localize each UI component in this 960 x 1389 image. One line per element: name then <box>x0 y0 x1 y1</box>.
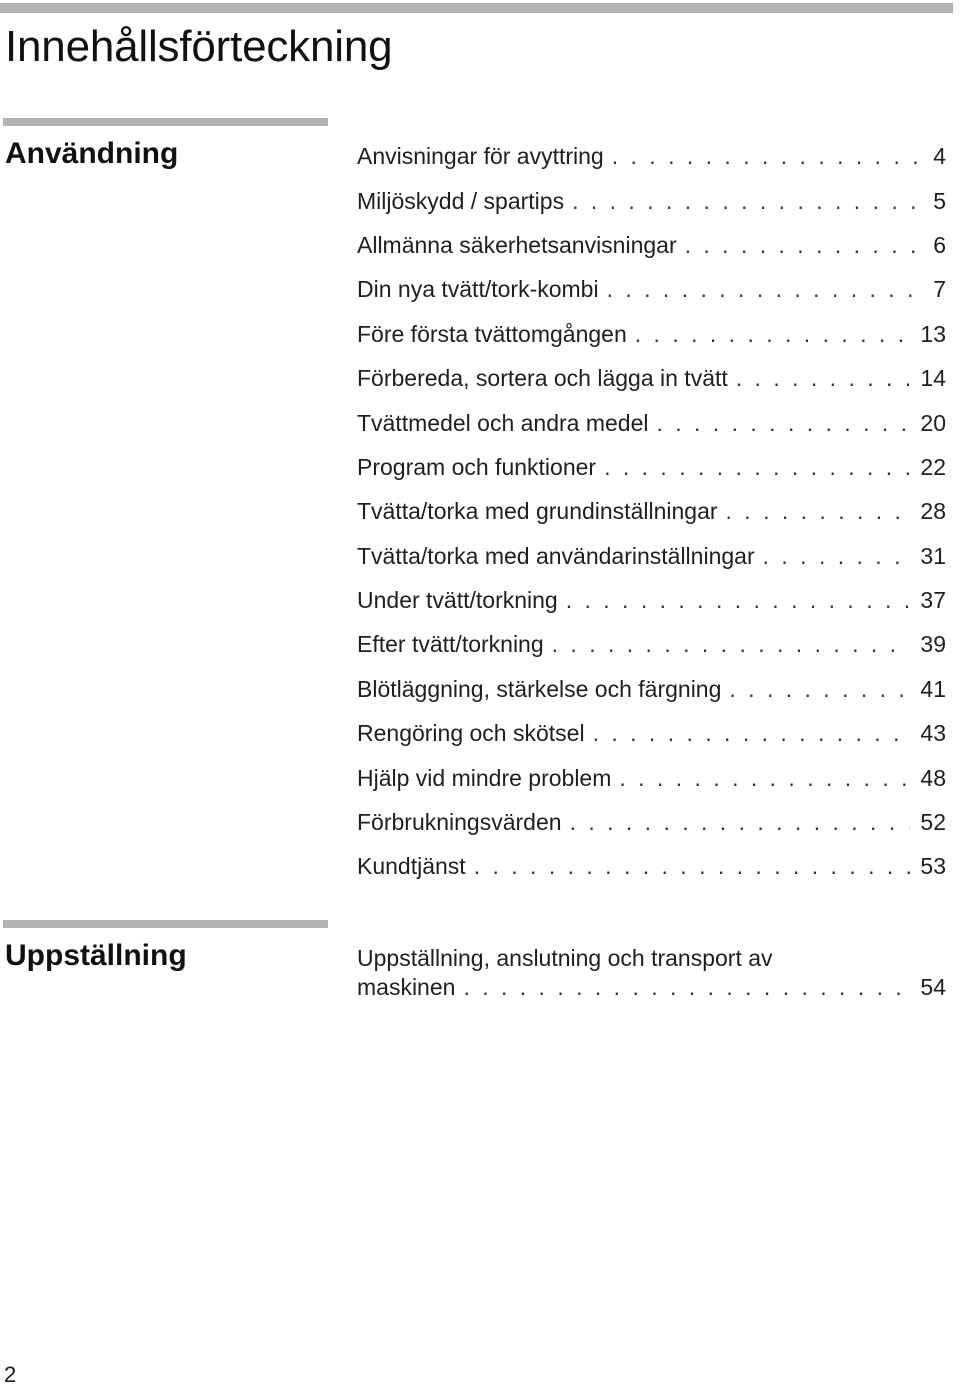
toc-entry-page: 39 <box>920 631 946 658</box>
toc-entry[interactable] <box>357 267 946 311</box>
toc-entry[interactable] <box>357 534 946 578</box>
toc-entry-title: Blötläggning, stärkelse och färgning <box>357 675 722 702</box>
toc-entry-title: Före första tvättomgången <box>357 320 627 347</box>
toc-entry[interactable] <box>357 844 946 888</box>
dot-leader <box>736 364 911 392</box>
dot-leader <box>685 231 924 259</box>
toc-entry[interactable] <box>357 312 946 356</box>
toc-entry-title: Under tvätt/torkning <box>357 587 558 614</box>
toc-entry-title: Din nya tvätt/tork-kombi <box>357 276 599 303</box>
dot-leader <box>566 586 911 614</box>
dot-leader <box>607 275 924 303</box>
toc-entry-page: 37 <box>920 587 946 614</box>
toc-entry-title: Rengöring och skötsel <box>357 720 585 747</box>
dot-leader <box>604 453 910 481</box>
toc-entry-title: Förbrukningsvärden <box>357 809 562 836</box>
top-rule <box>0 3 953 13</box>
toc-entry-page: 5 <box>933 187 946 214</box>
toc-list-anvandning <box>357 134 946 889</box>
toc-entry[interactable] <box>357 178 946 222</box>
toc-entry-page: 41 <box>920 675 946 702</box>
toc-entry[interactable] <box>357 800 946 844</box>
toc-entry-title: Hjälp vid mindre problem <box>357 764 612 791</box>
toc-entry-title-continued: maskinen <box>357 974 456 1000</box>
toc-entry[interactable] <box>357 356 946 400</box>
toc-entry-title: Tvättmedel och andra medel <box>357 409 649 436</box>
dot-leader <box>726 497 911 525</box>
toc-entry-page: 7 <box>933 276 946 303</box>
section-rule <box>3 118 328 126</box>
toc-entry[interactable] <box>357 578 946 622</box>
toc-entry-page: 52 <box>920 809 946 836</box>
toc-entry-page: 13 <box>920 320 946 347</box>
toc-entry-title: Uppställning, anslutning och transport av <box>357 945 773 971</box>
toc-entry-title: Efter tvätt/torkning <box>357 631 544 658</box>
section-heading: Användning <box>5 137 179 170</box>
toc-entry-page: 28 <box>920 498 946 525</box>
toc-entry-page: 53 <box>920 853 946 880</box>
toc-entry-page: 48 <box>920 764 946 791</box>
toc-entry-title: Program och funktioner <box>357 453 597 480</box>
toc-entry-page: 54 <box>920 974 946 1000</box>
dot-leader <box>474 852 911 880</box>
page-number: 2 <box>4 1362 17 1387</box>
toc-entry-title: Anvisningar för avyttring <box>357 143 604 170</box>
dot-leader <box>572 187 923 215</box>
dot-leader <box>463 973 910 1002</box>
toc-entry-page: 14 <box>920 365 946 392</box>
page-title: Innehållsförteckning <box>5 22 393 71</box>
dot-leader <box>729 675 910 703</box>
toc-entry-page: 31 <box>920 542 946 569</box>
toc-entry[interactable] <box>357 622 946 666</box>
toc-entry-page: 22 <box>920 453 946 480</box>
toc-entry[interactable] <box>357 223 946 267</box>
toc-entry-title: Tvätta/torka med användarinställningar <box>357 542 755 569</box>
toc-entry-title: Kundtjänst <box>357 853 466 880</box>
section-rule <box>3 920 328 928</box>
toc-entry-page: 6 <box>933 231 946 258</box>
section-heading: Uppställning <box>5 939 187 972</box>
toc-entry-page: 20 <box>920 409 946 436</box>
toc-entry-title: Tvätta/torka med grundinställningar <box>357 498 718 525</box>
toc-entry-page: 4 <box>933 143 946 170</box>
dot-leader <box>619 764 910 792</box>
dot-leader <box>657 409 911 437</box>
dot-leader <box>593 719 911 747</box>
toc-entry[interactable] <box>357 667 946 711</box>
toc-entry[interactable] <box>357 944 946 1002</box>
toc-entry[interactable] <box>357 445 946 489</box>
dot-leader <box>570 808 911 836</box>
toc-entry-page: 43 <box>920 720 946 747</box>
toc-entry-line2 <box>357 973 946 1002</box>
toc-entry[interactable] <box>357 755 946 799</box>
toc-entry-title: Allmänna säkerhetsanvisningar <box>357 231 677 258</box>
dot-leader <box>763 542 911 570</box>
dot-leader <box>552 630 911 658</box>
toc-entry[interactable] <box>357 489 946 533</box>
toc-entry-title: Miljöskydd / spartips <box>357 187 565 214</box>
dot-leader <box>612 142 923 170</box>
dot-leader <box>635 320 911 348</box>
toc-entry-title: Förbereda, sortera och lägga in tvätt <box>357 365 728 392</box>
toc-entry[interactable] <box>357 134 946 178</box>
toc-entry[interactable] <box>357 400 946 444</box>
toc-entry[interactable] <box>357 711 946 755</box>
